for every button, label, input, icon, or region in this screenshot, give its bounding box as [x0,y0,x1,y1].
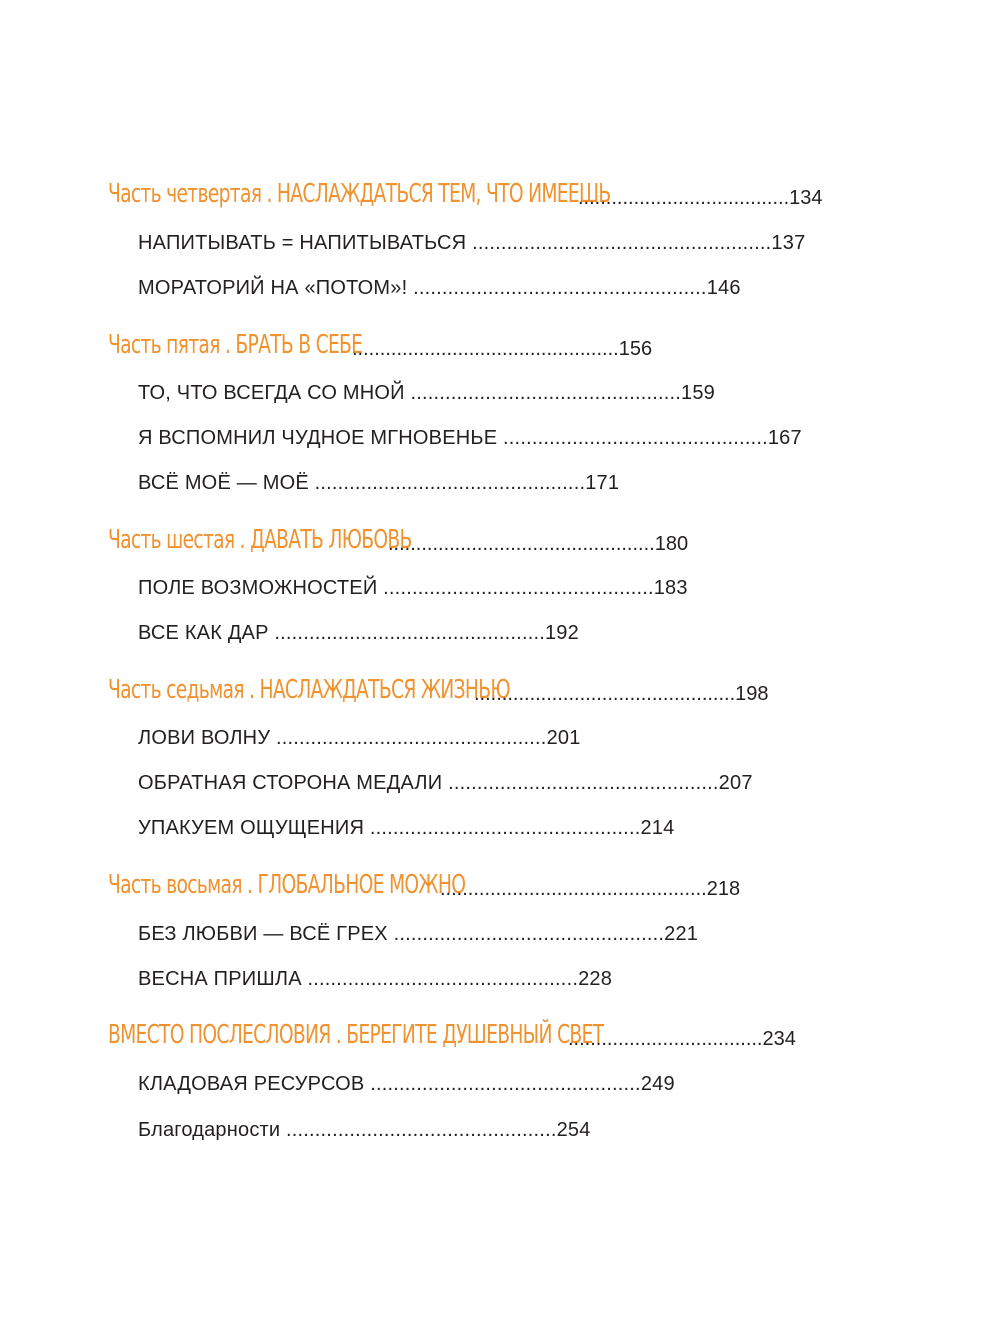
page-number: 192 [544,622,579,644]
section-title: НАПИТЫВАТЬ = НАПИТЫВАТЬСЯ [138,232,467,254]
page-number: 218 [706,878,741,900]
chapter-title: Часть четвертая . НАСЛАЖДАТЬСЯ ТЕМ, ЧТО ИМЕЕШЬ [108,179,611,209]
section-title: ВСЕ КАК ДАР [138,622,269,644]
section-title: ПОЛЕ ВОЗМОЖНОСТЕЙ [138,577,378,599]
chapter-title: Часть восьмая . ГЛОБАЛЬНОЕ МОЖНО [108,870,466,900]
chapter-leader [578,188,823,208]
page-number: 214 [640,817,675,839]
leader-dots: ............................................... [370,1073,641,1095]
page-number: 159 [681,382,716,404]
toc-section-entry [138,578,688,598]
leader-dots: ............................................... [369,817,641,839]
leader-dots: ................................... [568,1028,763,1050]
page-number: 249 [640,1073,675,1095]
section-title: Я ВСПОМНИЛ ЧУДНОЕ МГНОВЕНЬЕ [138,427,498,449]
page-number: 207 [718,772,753,794]
chapter-leader [352,339,652,359]
leader-dots: .................................................... [472,232,772,254]
leader-dots: ............................................... [286,1119,557,1141]
toc-section-entry [138,623,579,643]
page-number: 134 [789,187,823,209]
section-title: МОРАТОРИЙ НА «ПОТОМ»! [138,277,408,299]
page-number: 221 [664,923,699,945]
toc-section-entry [138,473,619,493]
page-number: 228 [578,968,613,990]
toc-section-entry [138,728,581,748]
chapter-leader [568,1029,796,1049]
leader-dots: ............................................... [393,923,665,945]
chapter-title: ВМЕСТО ПОСЛЕСЛОВИЯ . БЕРЕГИТЕ ДУШЕВНЫЙ СВЕТ [108,1020,604,1050]
page-number: 156 [618,338,653,360]
toc-section-entry [138,924,698,944]
chapter-title: Часть пятая . БРАТЬ В СЕБЕ [108,330,363,360]
page-number: 234 [762,1028,796,1050]
toc-section-entry [138,233,805,253]
leader-dots: ............................................... [274,622,545,644]
leader-dots: ...................................... [578,187,790,209]
section-title: ТО, ЧТО ВСЕГДА СО МНОЙ [138,382,405,404]
page-number: 137 [771,232,806,254]
page-number: 171 [585,472,620,494]
leader-dots: ................................................ [388,533,655,555]
toc-section-entry [138,969,612,989]
page-number: 254 [556,1119,591,1141]
page-number: 167 [767,427,802,449]
leader-dots: ............................................... [314,472,586,494]
leader-dots: ............................................... [383,577,654,599]
leader-dots: ............................................... [307,968,579,990]
toc-section-entry [138,383,715,403]
toc-section-entry [138,428,802,448]
page-number: 146 [706,277,741,299]
section-title: БЕЗ ЛЮБВИ — ВСЁ ГРЕХ [138,923,388,945]
toc-section-entry [138,773,753,793]
section-title: ВСЁ МОЁ — МОЁ [138,472,309,494]
toc-section-entry [138,278,741,298]
section-title: ВЕСНА ПРИШЛА [138,968,302,990]
leader-dots: ................................................ [352,338,619,360]
chapter-title: Часть шестая . ДАВАТЬ ЛЮБОВЬ [108,525,412,555]
page-number: 183 [653,577,688,599]
leader-dots: ............................................... [410,382,682,404]
chapter-leader [388,534,688,554]
section-title: ОБРАТНАЯ СТОРОНА МЕДАЛИ [138,772,443,794]
page-number: 180 [654,533,689,555]
section-title: КЛАДОВАЯ РЕСУРСОВ [138,1073,365,1095]
chapter-leader [440,879,740,899]
section-title: Благодарности [138,1119,281,1141]
leader-dots: ................................................ [440,878,707,900]
leader-dots: ............................................... [448,772,719,794]
leader-dots: ............................................... [276,727,547,749]
section-title: ЛОВИ ВОЛНУ [138,727,271,749]
toc-section-entry [138,1074,675,1094]
toc-section-entry [138,1120,591,1140]
section-title: УПАКУЕМ ОЩУЩЕНИЯ [138,817,365,839]
chapter-leader [474,684,769,704]
chapter-title: Часть седьмая . НАСЛАЖДАТЬСЯ ЖИЗНЬЮ [108,675,510,705]
page-number: 198 [735,683,769,705]
leader-dots: ............................................... [474,683,736,705]
leader-dots: ................................................... [413,277,707,299]
page-number: 201 [546,727,581,749]
leader-dots: .............................................. [503,427,768,449]
toc-section-entry [138,818,674,838]
